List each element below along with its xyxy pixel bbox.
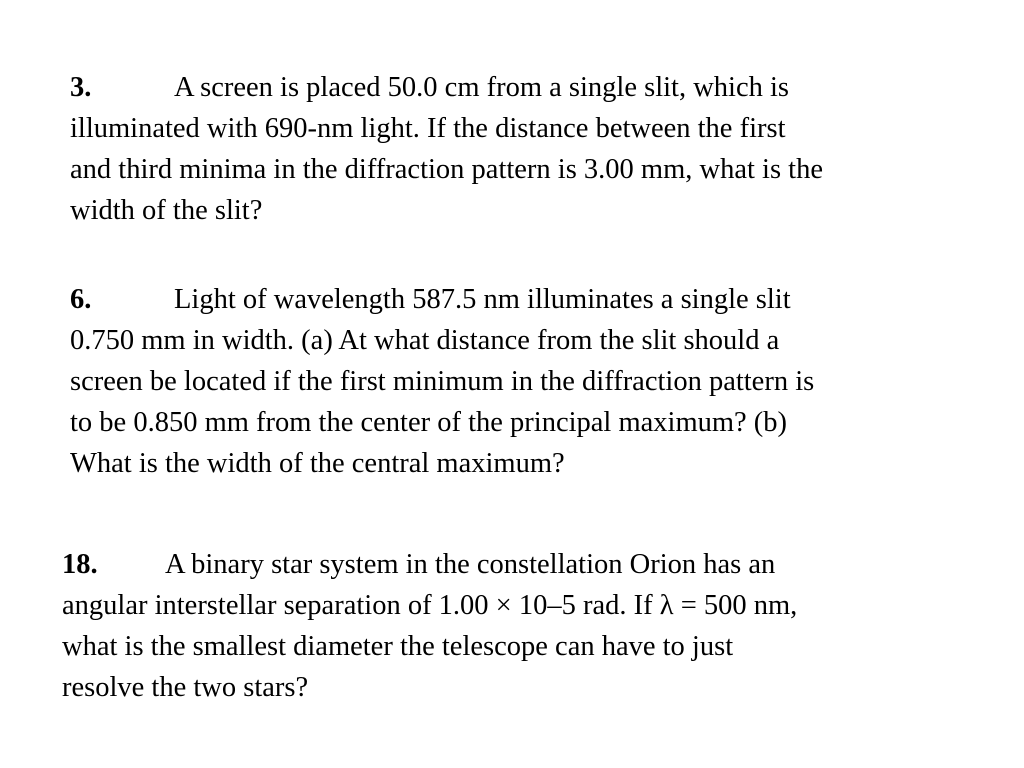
problem-text: and third minima in the diffraction pattern is 3.00 mm, what is the — [70, 154, 823, 185]
problem-text: A screen is placed 50.0 cm from a single slit, which is — [174, 72, 789, 103]
problem-text: screen be located if the first minimum in the diffraction pattern is — [70, 366, 815, 397]
problem-number: 6. — [70, 284, 92, 315]
problem-text: what is the smallest diameter the telescope can have to just — [62, 631, 734, 662]
problem-text: angular interstellar separation of 1.00 × 10–5 rad. If λ = 500 nm, — [62, 590, 798, 621]
problem-text: 0.750 mm in width. (a) At what distance from the slit should a — [70, 325, 780, 356]
problem-line — [62, 544, 797, 585]
problem-line — [70, 279, 814, 320]
problem-text: illuminated with 690-nm light. If the distance between the first — [70, 113, 786, 144]
problem-18 — [62, 544, 797, 708]
problem-line — [70, 67, 823, 108]
problem-text: What is the width of the central maximum? — [70, 448, 565, 479]
problem-3 — [70, 67, 823, 231]
problem-text: Light of wavelength 587.5 nm illuminates a single slit — [174, 284, 791, 315]
problem-text: resolve the two stars? — [62, 672, 309, 703]
problem-text: width of the slit? — [70, 195, 263, 226]
problem-text: to be 0.850 mm from the center of the principal maximum? (b) — [70, 407, 788, 438]
problem-text: A binary star system in the constellation Orion has an — [165, 549, 776, 580]
problem-number: 18. — [62, 549, 98, 580]
problem-6 — [70, 279, 814, 484]
problem-number: 3. — [70, 72, 92, 103]
